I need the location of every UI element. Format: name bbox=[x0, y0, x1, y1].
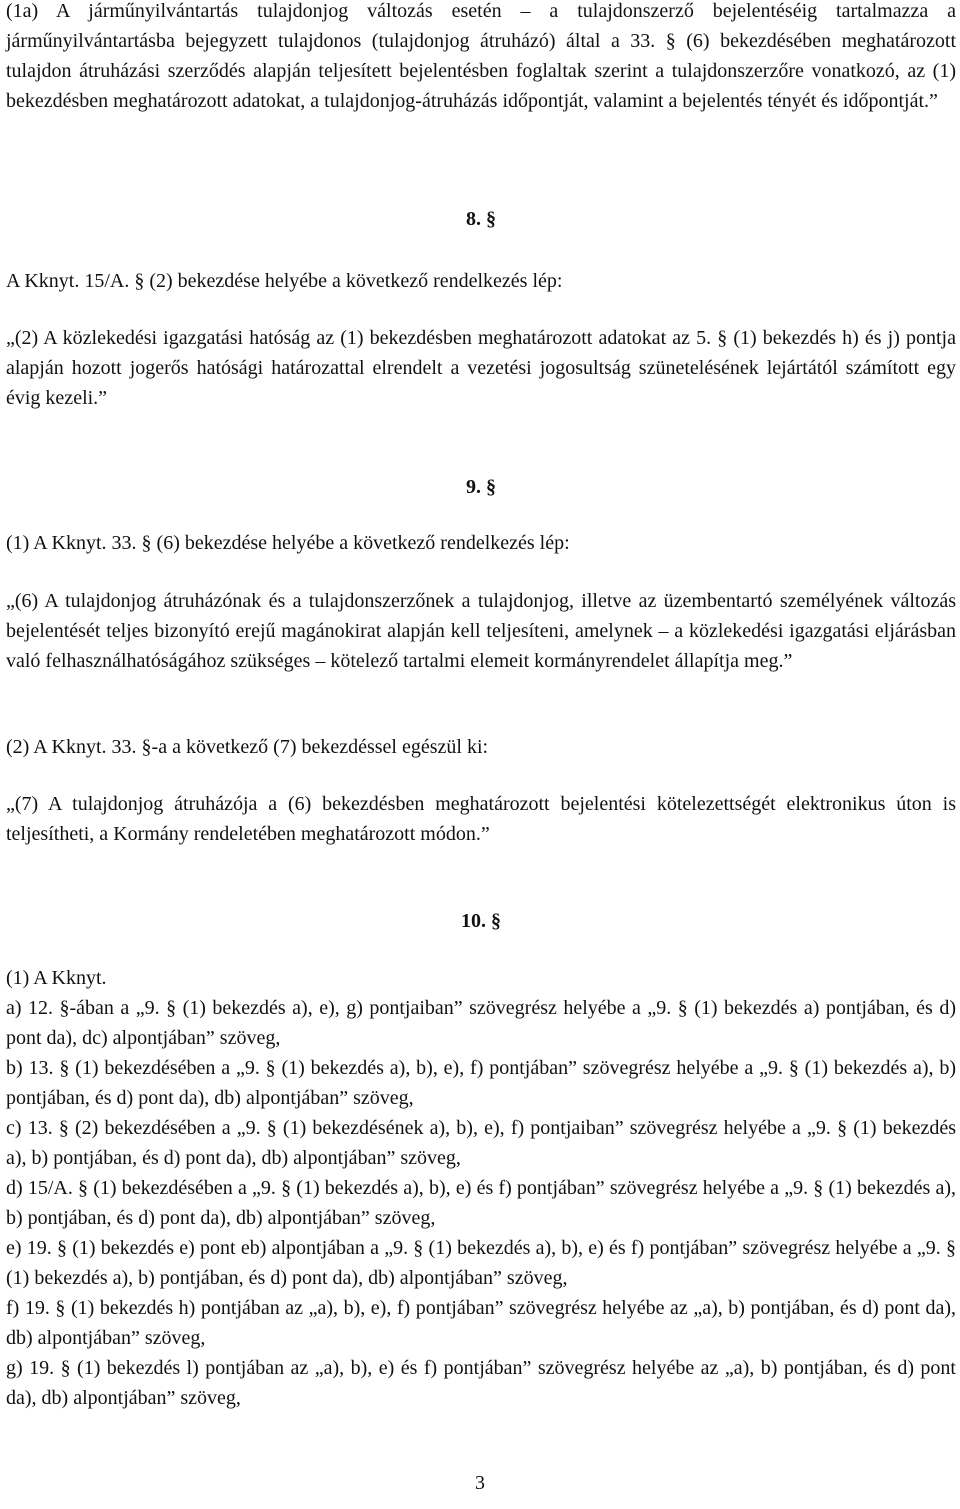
intro-33-7: (2) A Kknyt. 33. §-a a következő (7) bekezdéssel egészül ki: bbox=[6, 736, 489, 758]
amendment-item-d: d) 15/A. § (1) bekezdésében a „9. § (1) bekezdés a), b), e) és f) pontjában” szövegrész helyébe a „9. § (1) bekezdés a), b) pontjában, és d) pont da), db) alpontjában” szöveg, bbox=[6, 1177, 956, 1229]
section-heading-10: 10. § bbox=[461, 910, 501, 932]
amendment-list bbox=[6, 963, 956, 1413]
amendment-item-c: c) 13. § (2) bekezdésében a „9. § (1) bekezdésének a), b), e), f) pontjaiban” szövegrész helyébe a „9. § (1) bekezdés a), b) pontjában, és d) pont da), db) alpontjában” szöveg, bbox=[6, 1117, 956, 1169]
amendment-item-f: f) 19. § (1) bekezdés h) pontjában az „a), b), e), f) pontjában” szövegrész helyébe az „a), b) pontjában, és d) pont da), db) alpontjában” szöveg, bbox=[6, 1297, 956, 1349]
intro-15a: A Kknyt. 15/A. § (2) bekezdése helyébe a következő rendelkezés lép: bbox=[6, 270, 563, 292]
quoted-provision-15a-2: „(2) A közlekedési igazgatási hatóság az (1) bekezdésben meghatározott adatokat az 5. § (1) bekezdés h) és j) pontja alapján hozott jogerős hatósági határozattal elrendelt a vezetési jogosultság szünetelésének lejártától számított egy évig kezeli.” bbox=[6, 327, 956, 409]
section-heading-9: 9. § bbox=[466, 476, 496, 498]
amendment-item-b: b) 13. § (1) bekezdésében a „9. § (1) bekezdés a), b), e), f) pontjában” szövegrész helyébe a „9. § (1) bekezdés a), b) pontjában, és d) pont da), db) alpontjában” szöveg, bbox=[6, 1057, 956, 1109]
quoted-provision-33-7: „(7) A tulajdonjog átruházója a (6) bekezdésben meghatározott bejelentési kötelezettségét elektronikus úton is teljesítheti, a Kormány rendeletében meghatározott módon.” bbox=[6, 793, 956, 845]
intro-33-6: (1) A Kknyt. 33. § (6) bekezdése helyébe a következő rendelkezés lép: bbox=[6, 532, 570, 554]
amendment-item-a: a) 12. §-ában a „9. § (1) bekezdés a), e), g) pontjaiban” szövegrész helyébe a „9. § (1) bekezdés a) pontjában, és d) pont da), dc) alpontjában” szöveg, bbox=[6, 997, 956, 1049]
quoted-provision-33-6: „(6) A tulajdonjog átruházónak és a tulajdonszerzőnek a tulajdonjog, illetve az üzembentartó személyének változás bejelentését teljes bizonyító erejű magánokirat alapján kell teljesíteni, amelynek – a közlekedési igazgatási eljárásban való felhasználhatóságához szükséges – kötelező tartalmi elemeit kormányrendelet állapítja meg.” bbox=[6, 590, 956, 672]
paragraph-1a: (1a) A járműnyilvántartás tulajdonjog változás esetén – a tulajdonszerző bejelentéséig tartalmazza a járműnyilvántartásba bejegyzett tulajdonos (tulajdonjog átruházó) által a 33. § (6) bekezdésében meghatározott tulajdon átruházási szerződés alapján teljesített bejelentésben foglaltak szerint a tulajdonszerzőre vonatkozó, az (1) bekezdésben meghatározott adatokat, a tulajdonjog-átruházás időpontját, valamint a bejelentés tényét és időpontját.” bbox=[6, 0, 956, 112]
amendment-intro: (1) A Kknyt. bbox=[6, 967, 107, 989]
section-heading-8: 8. § bbox=[466, 208, 496, 230]
page-number: 3 bbox=[475, 1472, 485, 1494]
amendment-item-e: e) 19. § (1) bekezdés e) pont eb) alpontjában a „9. § (1) bekezdés a), b), e) és f) pontjában” szövegrész helyébe a „9. § (1) bekezdés a), b) pontjában, és d) pont da), db) alpontjában” szöveg, bbox=[6, 1237, 956, 1289]
amendment-item-g: g) 19. § (1) bekezdés l) pontjában az „a), b), e) és f) pontjában” szövegrész helyébe az „a), b) pontjában, és d) pont da), db) alpontjában” szöveg, bbox=[6, 1357, 956, 1409]
